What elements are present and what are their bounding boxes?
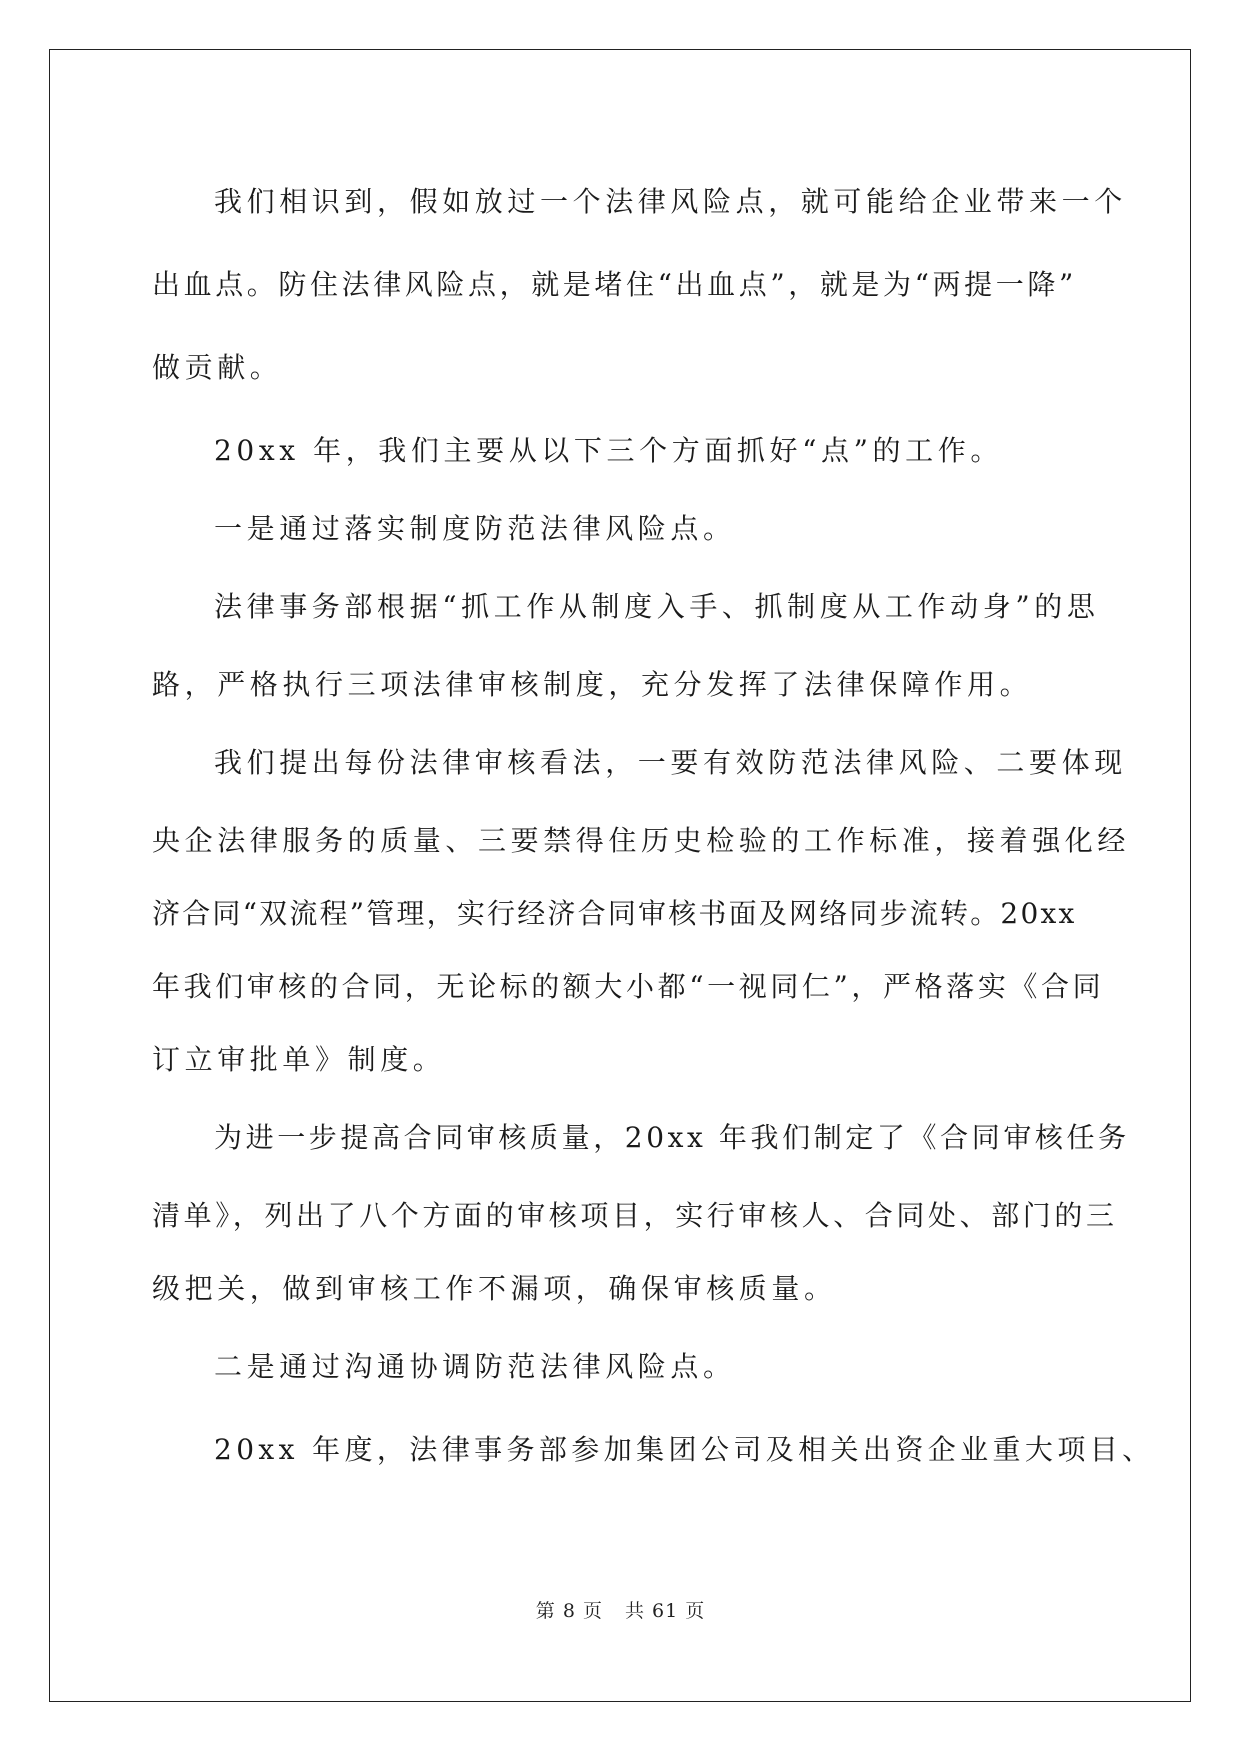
- paragraph-line: 我们提出每份法律审核看法，一要有效防范法律风险、二要体现: [214, 746, 1127, 779]
- paragraph-line: 一是通过落实制度防范法律风险点。: [214, 512, 736, 545]
- paragraph: [152, 160, 1127, 409]
- page-footer: [0, 1596, 1241, 1623]
- paragraph-line: 路，严格执行三项法律审核制度，充分发挥了法律保障作用。: [152, 668, 1033, 701]
- paragraph-line: 20xx 年度，法律事务部参加集团公司及相关出资企业重大项目、: [214, 1433, 1155, 1466]
- document-body: [152, 160, 1155, 1491]
- paragraph: [152, 1096, 1130, 1325]
- paragraph-line: 清单》，列出了八个方面的审核项目，实行审核人、合同处、部门的三: [152, 1199, 1118, 1232]
- paragraph-line: 为进一步提高合同审核质量，20xx 年我们制定了《合同审核任务: [214, 1121, 1130, 1154]
- paragraph-line: 二是通过沟通协调防范法律风险点。: [214, 1350, 736, 1383]
- paragraph: [152, 409, 1090, 492]
- page-total: 共 61 页: [624, 1600, 706, 1622]
- paragraph-line: 订立审批单》制度。: [152, 1043, 446, 1076]
- paragraph-line: 20xx 年，我们主要从以下三个方面抓好“点”的工作。: [214, 434, 1003, 467]
- paragraph: [152, 1408, 1155, 1491]
- paragraph-line: 法律事务部根据“抓工作从制度入手、抓制度从工作动身”的思: [214, 590, 1100, 623]
- paragraph-line: 济合同“双流程”管理，实行经济合同审核书面及网络同步流转。20xx: [152, 897, 1077, 930]
- paragraph-line: 年我们审核的合同，无论标的额大小都“一视同仁”，严格落实《合同: [152, 970, 1105, 1003]
- section-heading: [152, 492, 1090, 565]
- paragraph-line: 出血点。防住法律风险点，就是堵住“出血点”，就是为“两提一降”: [152, 268, 1077, 301]
- paragraph-line: 级把关，做到审核工作不漏项，确保审核质量。: [152, 1272, 837, 1305]
- paragraph: [152, 565, 1100, 721]
- paragraph-line: 我们相识到，假如放过一个法律风险点，就可能给企业带来一个: [214, 185, 1127, 218]
- paragraph-line: 做贡献。: [152, 351, 283, 384]
- section-heading: [152, 1325, 1090, 1408]
- page-number: 第 8 页: [535, 1600, 603, 1622]
- paragraph: [152, 721, 1131, 1096]
- paragraph-line: 央企法律服务的质量、三要禁得住历史检验的工作标准，接着强化经: [152, 824, 1131, 857]
